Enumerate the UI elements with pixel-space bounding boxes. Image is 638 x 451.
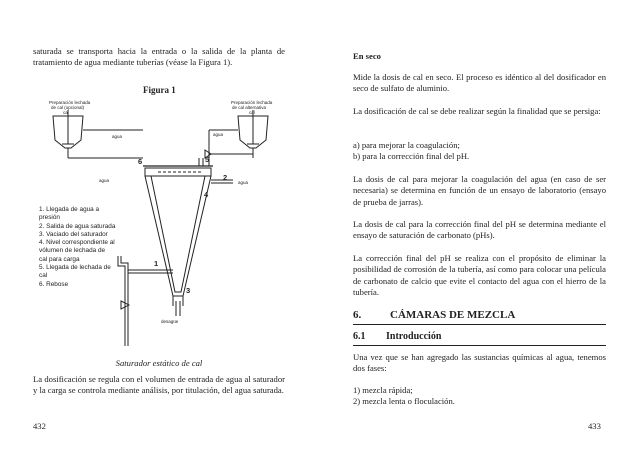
label-cal-left: cal — [63, 110, 69, 115]
label-agua-right: agua — [238, 180, 249, 185]
label-prep-right-2: de cal alternativa — [232, 105, 267, 110]
section-divider — [353, 324, 606, 325]
label-n2: 2 — [223, 173, 228, 182]
paragraph-corrosion: La corrección final del pH se realiza con el propósito de eliminar la posibilidad de corrosión de la tubería, así como para colocar una película de carbonato de calcio que evite el contacto del agua con el hierro de la tubería. — [353, 253, 606, 297]
label-prep-left-2: de cal (opcional) — [51, 105, 85, 110]
page-number-right: 433 — [588, 421, 601, 431]
legend-line: cal — [39, 272, 48, 280]
label-agua-mid-left: agua — [99, 178, 110, 183]
legend-line: 3. Vaciado del saturador — [39, 230, 108, 238]
figure-legend — [39, 206, 139, 289]
label-desague: desagüe — [161, 319, 179, 324]
legend-line: 4. Nivel correspondiente al — [39, 239, 115, 247]
legend-line: 5. Llegada de lechada de — [39, 264, 111, 272]
legend-line: cal para carga — [39, 255, 80, 263]
legend-line: presión — [39, 214, 60, 222]
dosing-paragraph: La dosificación se regula con el volumen de entrada de agua al saturador y la carga se controla mediante análisis, por titulación, del agua saturada. — [33, 374, 285, 396]
list-item-a: a) para mejorar la coagulación; — [353, 140, 460, 150]
section-number: 6. — [353, 309, 362, 321]
list-item-1: 1) mezcla rápida; — [353, 385, 413, 395]
label-n6: 6 — [138, 157, 143, 166]
paragraph-ph-correction: La dosis de cal para la corrección final del pH se determina mediante el ensayo de saturación de carbonato (pHs). — [353, 219, 606, 241]
legend-line: 6. Rebose — [39, 280, 69, 288]
paragraph-coagulation: La dosis de cal para mejorar la coagulación del agua (en caso de ser necesaria) se determina en función de un ensayo de laboratorio (ensayo de prueba de jarras). — [353, 174, 606, 207]
subsection-number: 6.1 — [353, 331, 366, 342]
page-number-left: 432 — [33, 421, 46, 431]
legend-line: 1. Llegada de agua a — [39, 206, 100, 213]
saturator-diagram — [33, 96, 285, 351]
legend-line: 2. Salida de agua saturada — [39, 222, 116, 230]
label-prep-left-1: Preparación lechada — [49, 100, 91, 105]
intro-paragraph: saturada se transporta hacia la entrada o la salida de la planta de tratamiento de agua mediante tuberías (véase la Figura 1). — [33, 46, 285, 68]
label-n5: 5 — [205, 155, 210, 164]
paragraph-phases: Una vez que se han agregado las sustancias químicas al agua, tenemos dos fases: — [353, 352, 606, 374]
label-cal-right: cal — [249, 110, 255, 115]
figure-title: Figura 1 — [143, 85, 176, 95]
subsection-divider — [353, 345, 606, 346]
label-n4: 4 — [204, 190, 209, 199]
subsection-title: Introducción — [386, 331, 442, 342]
label-agua-top-right: agua — [213, 132, 224, 137]
section-title: CÁMARAS DE MEZCLA — [390, 309, 516, 321]
paragraph-dosing-purpose: La dosificación de cal se debe realizar según la finalidad que se persiga: — [353, 106, 601, 116]
label-prep-right-1: Preparación lechada — [231, 100, 273, 105]
list-item-b: b) para la corrección final del pH. — [353, 151, 470, 161]
list-item-2: 2) mezcla lenta o floculación. — [353, 396, 455, 406]
label-agua-top-left: agua — [112, 134, 123, 139]
legend-line: vólumen de lechada de — [39, 247, 106, 255]
figure-caption: Saturador estático de cal — [115, 358, 203, 368]
heading-en-seco: En seco — [353, 51, 381, 61]
label-n3: 3 — [186, 286, 191, 295]
paragraph-dry-dosing: Mide la dosis de cal en seco. El proceso es idéntico al del dosificador en seco de sulfato de aluminio. — [353, 72, 606, 94]
label-n1: 1 — [154, 259, 159, 268]
